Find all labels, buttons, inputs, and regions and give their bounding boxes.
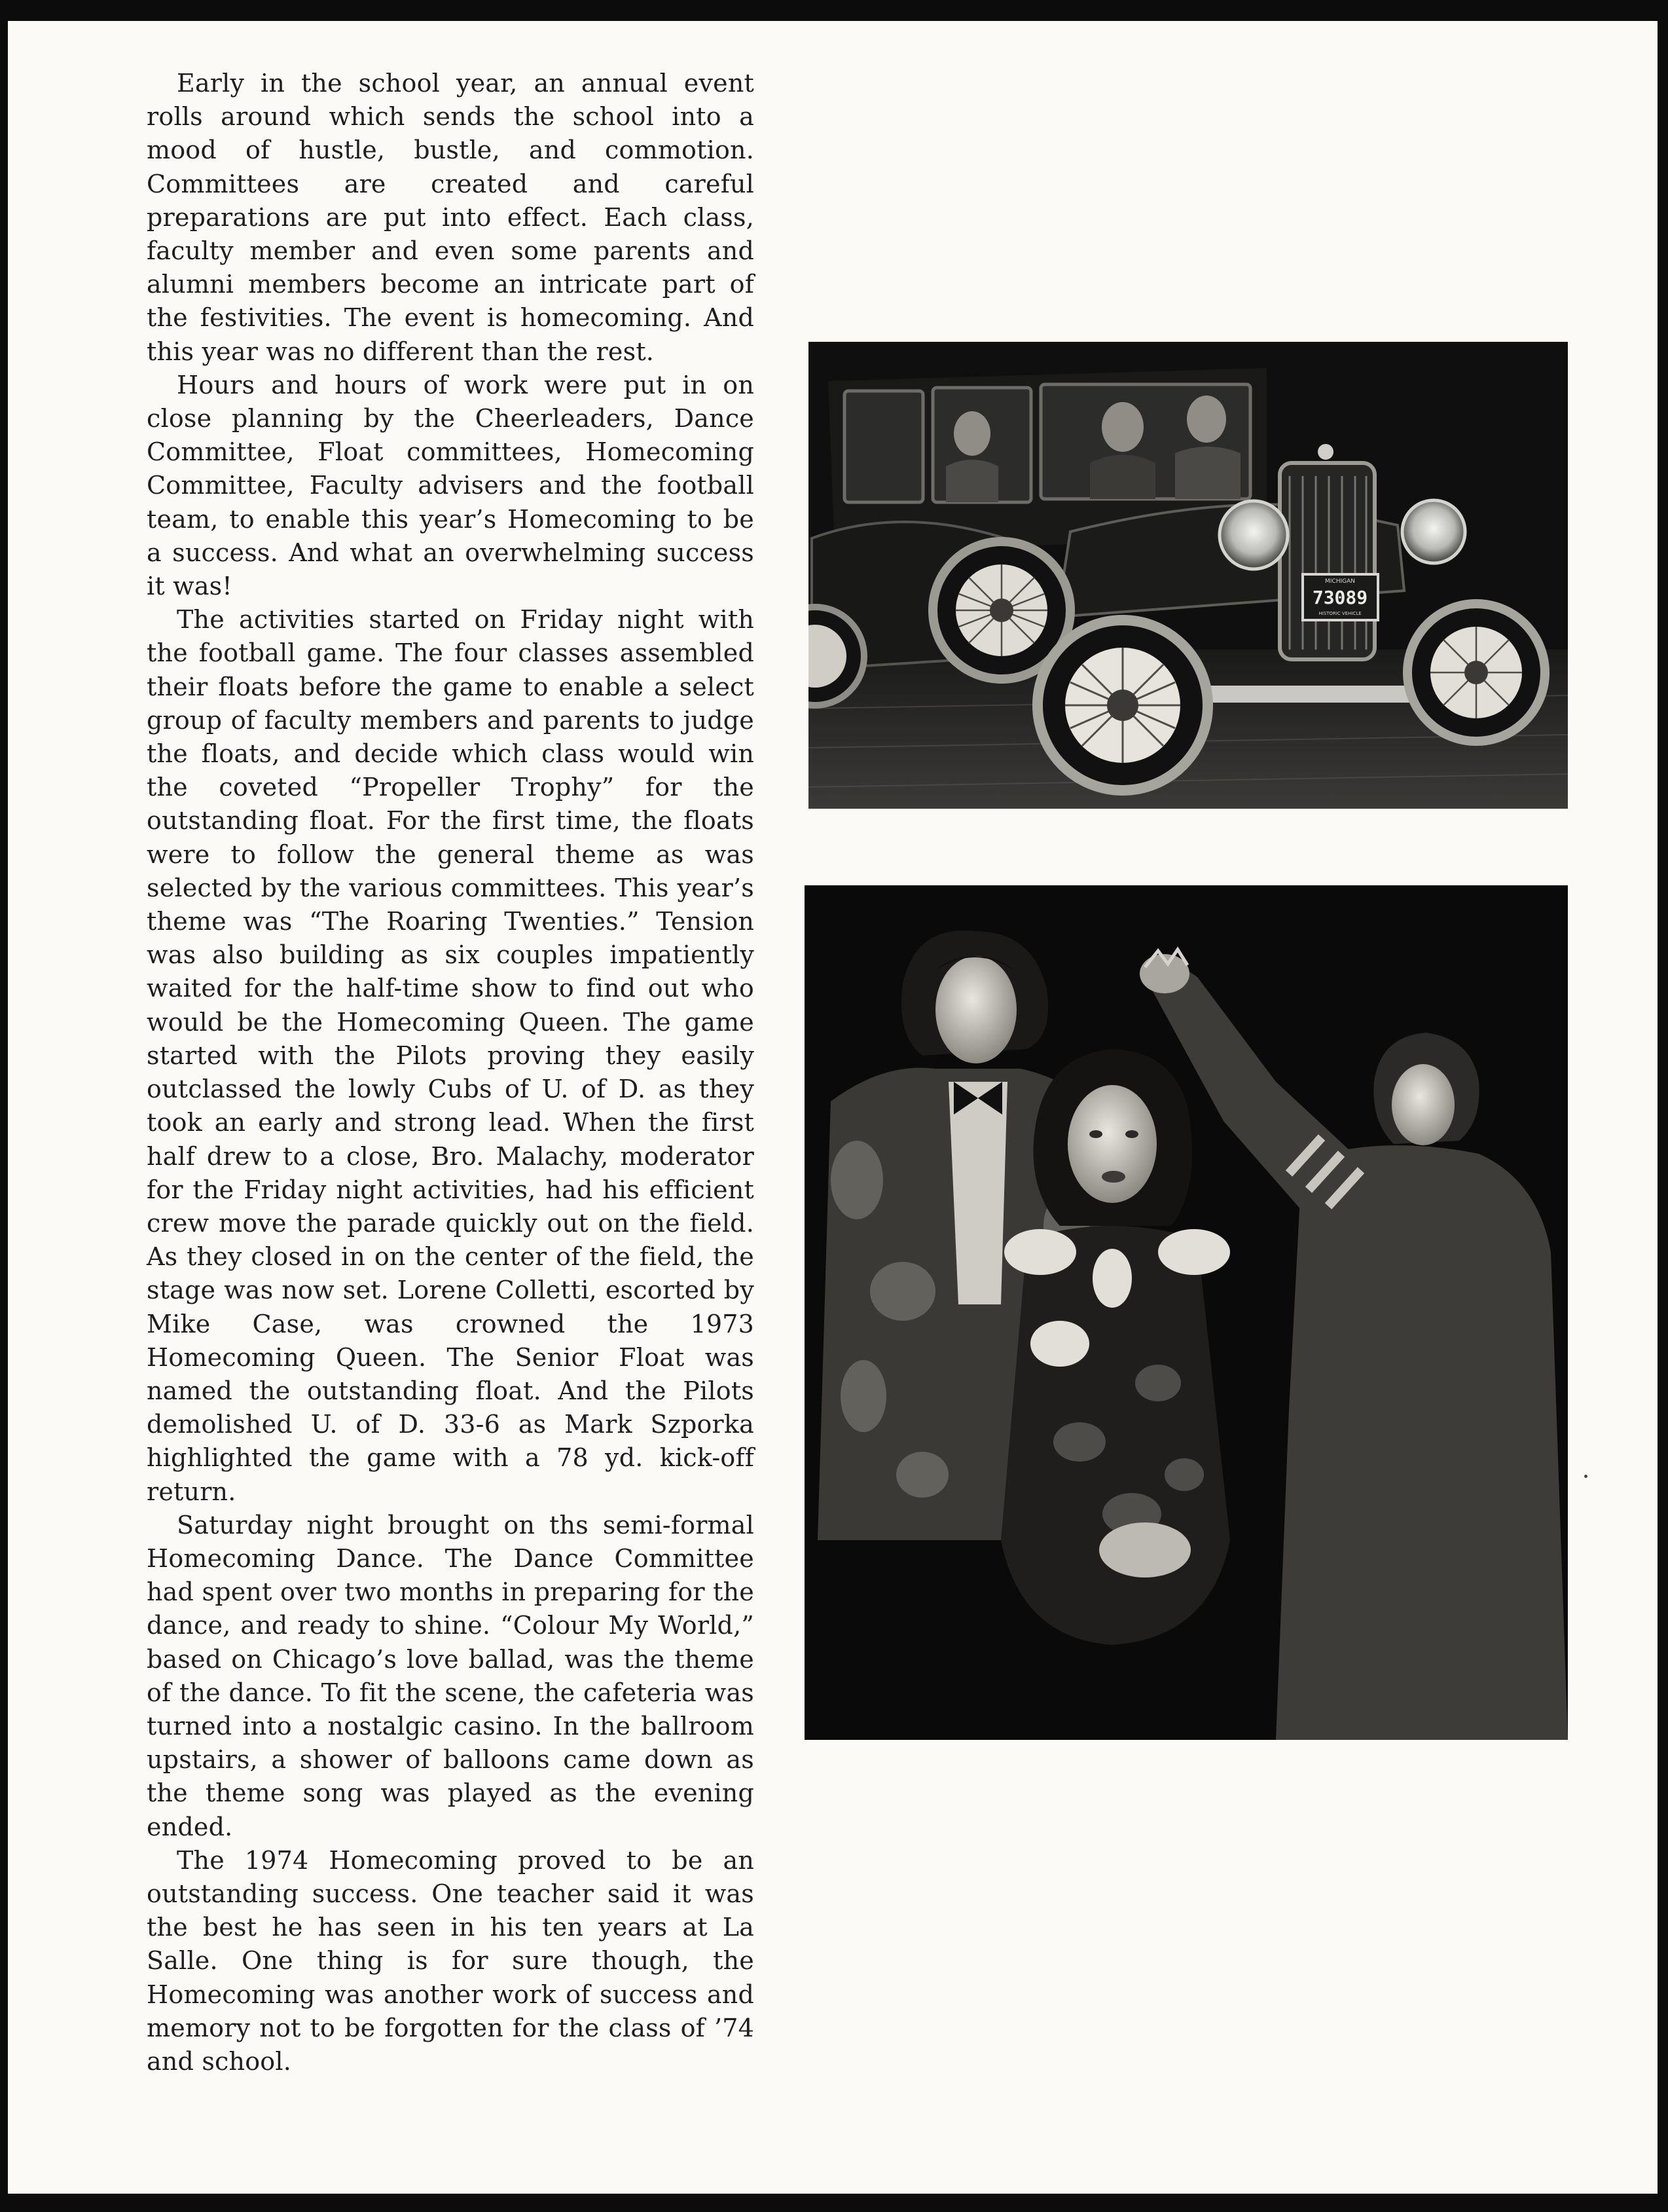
plate-number: 73089 — [1312, 587, 1368, 608]
article-paragraph-5: The 1974 Homecoming proved to be an outstanding success. One teacher said it was the best he has seen in his ten years at La Salle. One thing is for sure though, the Homecoming was another work of success and memory not to be forgotten for the class of ’74 and school. — [147, 1845, 754, 2076]
stray-mark — [1584, 1475, 1587, 1478]
yearbook-page — [8, 21, 1658, 2194]
crowning-photo — [805, 885, 1568, 1740]
plate-caption: HISTORIC VEHICLE — [1318, 611, 1362, 616]
license-plate — [1303, 574, 1378, 620]
vintage-car-photo — [808, 342, 1568, 809]
article-paragraph-4: Saturday night brought on ths semi-formal Homecoming Dance. The Dance Committee had spent over two months in preparing for the dance, and ready to shine. “Colour My World,” based on Chicago’s love ballad, was the theme of the dance. To fit the scene, the cafeteria was turned into a nostalgic casino. In the ballroom upstairs, a shower of balloons came down as the theme song was played as the evening ended. — [147, 1510, 754, 1841]
article-paragraph-2: Hours and hours of work were put in on close planning by the Cheerleaders, Dance Committee, Float committees, Homecoming Committee, Faculty advisers and the football team, to enable this year’s Homecoming to be a success. And what an overwhelming success it was! — [147, 370, 754, 601]
article-body — [147, 67, 754, 2078]
article-paragraph-1: Early in the school year, an annual event rolls around which sends the school into a mood of hustle, bustle, and commotion. Committees are created and careful preparations are put into effect. Each class, faculty member and even some parents and alumni members become an intricate part of the festivities. The event is homecoming. And this year was no different than the rest. — [147, 69, 754, 366]
article-paragraph-3: The activities started on Friday night with the football game. The four classes assembled their floats before the game to enable a select group of faculty members and parents to judge the floats, and decide which class would win the coveted “Propeller Trophy” for the outstanding float. For the first time, the floats were to follow the general theme as was selected by the various committees. This year’s theme was “The Roaring Twenties.” Tension was also building as six couples impatiently waited for the half-time show to find out who would be the Homecoming Queen. The game started with the Pilots proving they easily outclassed the lowly Cubs of U. of D. as they took an early and strong lead. When the first half drew to a close, Bro. Malachy, moderator for the Friday night activities, had his efficient crew move the parade quickly out on the field. As they closed in on the center of the field, the stage was now set. Lorene Colletti, escorted by Mike Case, was crowned the 1973 Homecoming Queen. The Senior Float was named the outstanding float. And the Pilots demolished U. of D. 33-6 as Mark Szporka highlighted the game with a 78 yd. kick-off return. — [147, 605, 754, 1506]
plate-state: MICHIGAN — [1325, 578, 1355, 585]
